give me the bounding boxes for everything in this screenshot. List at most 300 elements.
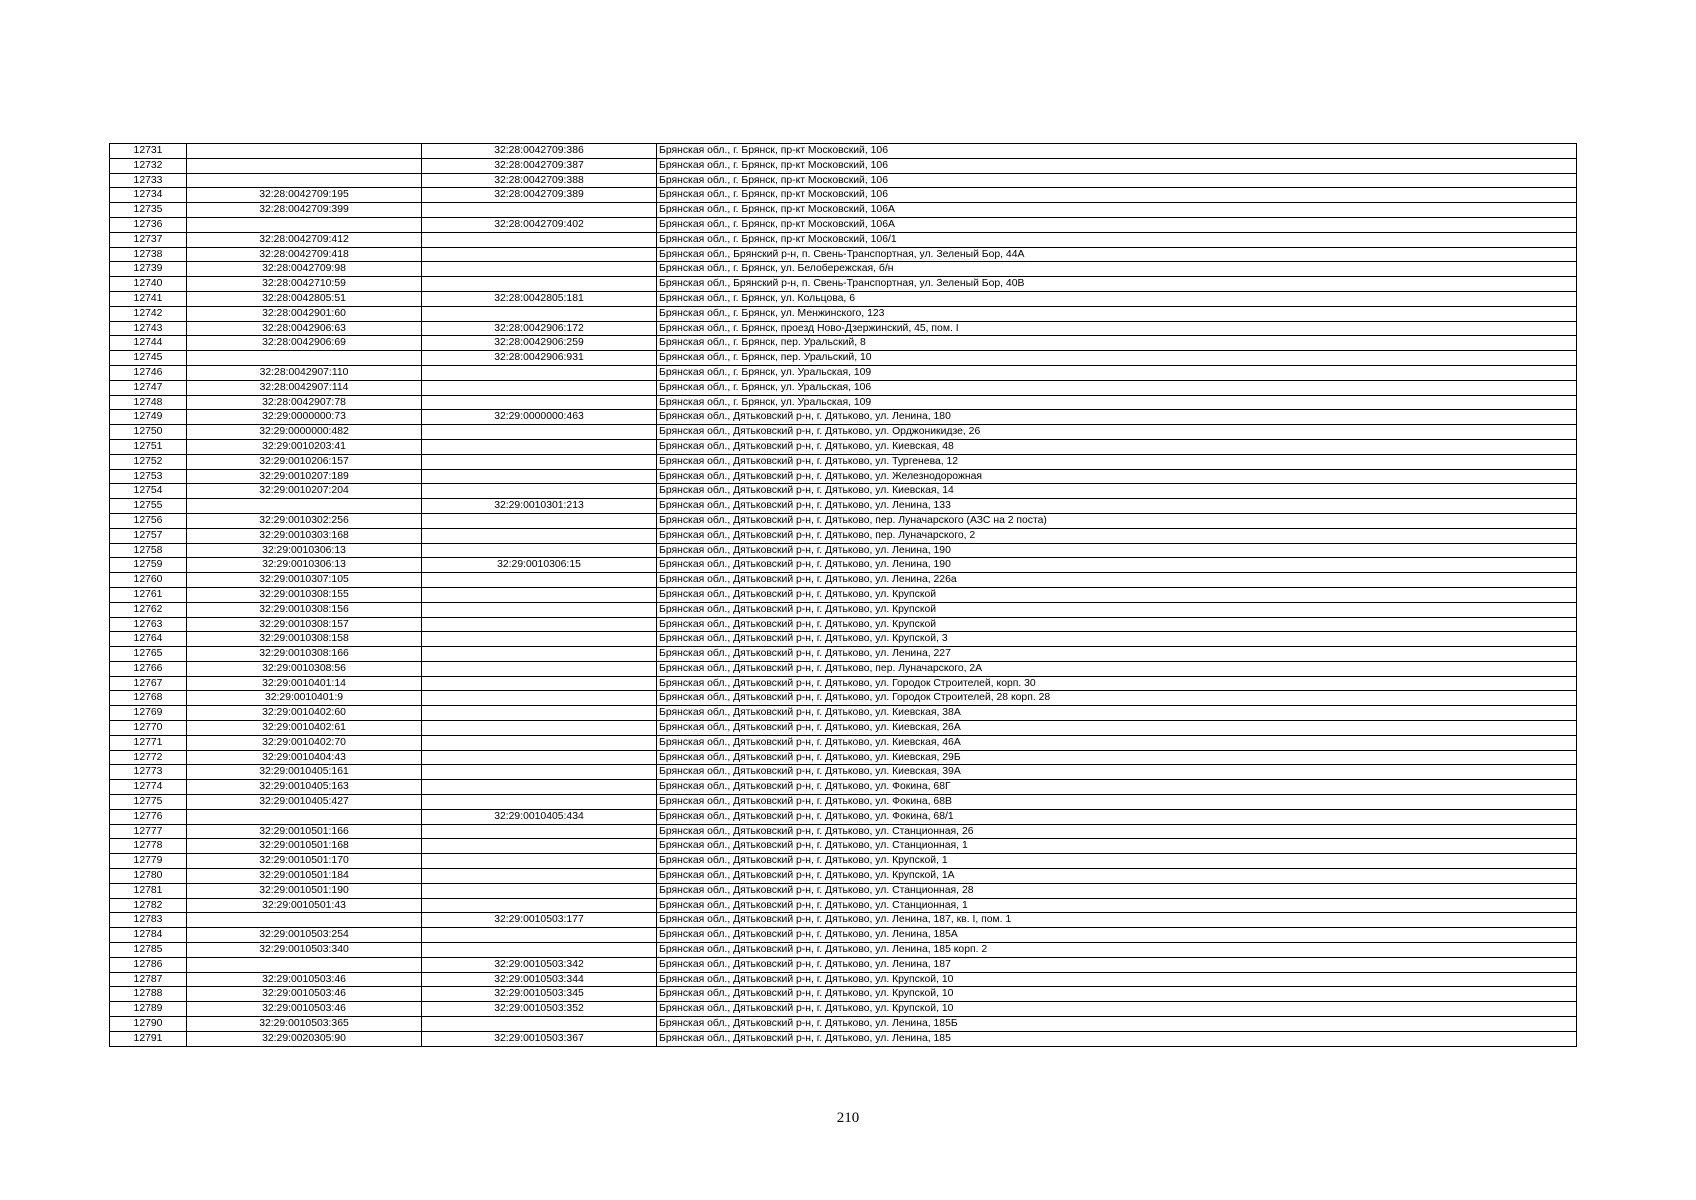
address-cell: Брянская обл., Дятьковский р-н, г. Дятьково, ул. Крупской, 10 — [657, 987, 1577, 1002]
row-number-cell: 12734 — [110, 188, 187, 203]
row-number-cell: 12791 — [110, 1031, 187, 1046]
table-row — [110, 262, 1577, 277]
address-cell: Брянская обл., Дятьковский р-н, г. Дятьково, ул. Киевская, 38А — [657, 706, 1577, 721]
cadastral-parcel-cell: 32:29:0010308:56 — [187, 661, 422, 676]
cadastral-parcel-cell: 32:29:0010306:13 — [187, 558, 422, 573]
row-number-cell: 12764 — [110, 632, 187, 647]
row-number-cell: 12736 — [110, 217, 187, 232]
row-number-cell: 12731 — [110, 144, 187, 159]
table-row — [110, 395, 1577, 410]
cadastral-object-cell — [422, 469, 657, 484]
row-number-cell: 12753 — [110, 469, 187, 484]
cadastral-parcel-cell: 32:28:0042907:110 — [187, 365, 422, 380]
row-number-cell: 12785 — [110, 943, 187, 958]
table-row — [110, 928, 1577, 943]
table-row — [110, 987, 1577, 1002]
row-number-cell: 12776 — [110, 809, 187, 824]
address-cell: Брянская обл., г. Брянск, ул. Уральская, 109 — [657, 395, 1577, 410]
cadastral-object-cell: 32:28:0042805:181 — [422, 291, 657, 306]
table-row — [110, 780, 1577, 795]
row-number-cell: 12748 — [110, 395, 187, 410]
cadastral-parcel-cell: 32:29:0010404:43 — [187, 750, 422, 765]
cadastral-parcel-cell: 32:29:0010306:13 — [187, 543, 422, 558]
cadastral-parcel-cell: 32:29:0010207:189 — [187, 469, 422, 484]
table-row — [110, 1031, 1577, 1046]
table-row — [110, 410, 1577, 425]
table-row — [110, 573, 1577, 588]
cadastral-object-cell — [422, 395, 657, 410]
row-number-cell: 12782 — [110, 898, 187, 913]
cadastral-object-cell — [422, 439, 657, 454]
cadastral-parcel-cell: 32:29:0010308:156 — [187, 602, 422, 617]
row-number-cell: 12761 — [110, 587, 187, 602]
address-cell: Брянская обл., Дятьковский р-н, г. Дятьково, ул. Крупской, 3 — [657, 632, 1577, 647]
address-cell: Брянская обл., Брянский р-н, п. Свень-Транспортная, ул. Зеленый Бор, 40В — [657, 277, 1577, 292]
cadastral-object-cell: 32:29:0010503:345 — [422, 987, 657, 1002]
cadastral-object-cell — [422, 365, 657, 380]
cadastral-object-cell: 32:28:0042709:388 — [422, 173, 657, 188]
cadastral-object-cell — [422, 943, 657, 958]
cadastral-object-cell — [422, 750, 657, 765]
cadastral-parcel-cell: 32:28:0042906:63 — [187, 321, 422, 336]
cadastral-parcel-cell: 32:28:0042805:51 — [187, 291, 422, 306]
table-row — [110, 380, 1577, 395]
cadastral-parcel-cell: 32:29:0000000:73 — [187, 410, 422, 425]
table-row — [110, 898, 1577, 913]
address-cell: Брянская обл., Дятьковский р-н, г. Дятьково, ул. Станционная, 1 — [657, 898, 1577, 913]
address-cell: Брянская обл., Дятьковский р-н, г. Дятьково, ул. Тургенева, 12 — [657, 454, 1577, 469]
cadastral-object-cell — [422, 765, 657, 780]
cadastral-object-cell — [422, 706, 657, 721]
table-row — [110, 232, 1577, 247]
cadastral-parcel-cell — [187, 809, 422, 824]
row-number-cell: 12745 — [110, 351, 187, 366]
cadastral-parcel-cell: 32:29:0010308:166 — [187, 647, 422, 662]
cadastral-parcel-cell: 32:28:0042709:195 — [187, 188, 422, 203]
address-cell: Брянская обл., Дятьковский р-н, г. Дятьково, ул. Ленина, 180 — [657, 410, 1577, 425]
cadastral-parcel-cell: 32:28:0042906:69 — [187, 336, 422, 351]
cadastral-parcel-cell: 32:29:0010308:155 — [187, 587, 422, 602]
row-number-cell: 12755 — [110, 499, 187, 514]
cadastral-object-cell — [422, 661, 657, 676]
row-number-cell: 12738 — [110, 247, 187, 262]
address-cell: Брянская обл., Дятьковский р-н, г. Дятьково, ул. Киевская, 48 — [657, 439, 1577, 454]
cadastral-parcel-cell: 32:29:0010302:256 — [187, 513, 422, 528]
cadastral-object-cell — [422, 528, 657, 543]
row-number-cell: 12767 — [110, 676, 187, 691]
address-cell: Брянская обл., Дятьковский р-н, г. Дятьково, пер. Луначарского, 2 — [657, 528, 1577, 543]
row-number-cell: 12762 — [110, 602, 187, 617]
cadastral-object-cell — [422, 735, 657, 750]
address-cell: Брянская обл., г. Брянск, ул. Кольцова, 6 — [657, 291, 1577, 306]
cadastral-parcel-cell: 32:29:0010402:70 — [187, 735, 422, 750]
cadastral-parcel-cell — [187, 351, 422, 366]
row-number-cell: 12743 — [110, 321, 187, 336]
row-number-cell: 12770 — [110, 721, 187, 736]
cadastral-parcel-cell — [187, 158, 422, 173]
row-number-cell: 12746 — [110, 365, 187, 380]
cadastral-object-cell — [422, 854, 657, 869]
table-row — [110, 499, 1577, 514]
cadastral-object-cell — [422, 617, 657, 632]
row-number-cell: 12735 — [110, 203, 187, 218]
cadastral-parcel-cell: 32:29:0010303:168 — [187, 528, 422, 543]
address-cell: Брянская обл., г. Брянск, ул. Уральская, 109 — [657, 365, 1577, 380]
address-cell: Брянская обл., Дятьковский р-н, г. Дятьково, ул. Станционная, 28 — [657, 883, 1577, 898]
table-row — [110, 869, 1577, 884]
cadastral-object-cell — [422, 306, 657, 321]
table-row — [110, 454, 1577, 469]
cadastral-object-cell: 32:28:0042906:259 — [422, 336, 657, 351]
cadastral-object-cell — [422, 691, 657, 706]
address-cell: Брянская обл., Дятьковский р-н, г. Дятьково, ул. Фокина, 68В — [657, 795, 1577, 810]
cadastral-parcel-cell: 32:29:0010503:365 — [187, 1017, 422, 1032]
row-number-cell: 12742 — [110, 306, 187, 321]
table-row — [110, 632, 1577, 647]
cadastral-parcel-cell: 32:28:0042709:98 — [187, 262, 422, 277]
cadastral-object-cell — [422, 602, 657, 617]
cadastral-object-cell — [422, 824, 657, 839]
cadastral-parcel-cell: 32:28:0042709:418 — [187, 247, 422, 262]
cadastral-object-cell — [422, 928, 657, 943]
row-number-cell: 12750 — [110, 425, 187, 440]
address-cell: Брянская обл., Дятьковский р-н, г. Дятьково, ул. Ленина, 133 — [657, 499, 1577, 514]
table-row — [110, 321, 1577, 336]
row-number-cell: 12756 — [110, 513, 187, 528]
address-cell: Брянская обл., г. Брянск, ул. Уральская, 106 — [657, 380, 1577, 395]
cadastral-object-cell — [422, 573, 657, 588]
cadastral-object-cell: 32:29:0010503:344 — [422, 972, 657, 987]
row-number-cell: 12737 — [110, 232, 187, 247]
row-number-cell: 12777 — [110, 824, 187, 839]
cadastral-object-cell — [422, 484, 657, 499]
address-cell: Брянская обл., Дятьковский р-н, г. Дятьково, ул. Ленина, 187, кв. I, пом. 1 — [657, 913, 1577, 928]
address-cell: Брянская обл., Дятьковский р-н, г. Дятьково, ул. Крупской, 1 — [657, 854, 1577, 869]
table-row — [110, 661, 1577, 676]
address-cell: Брянская обл., Дятьковский р-н, г. Дятьково, ул. Крупской — [657, 587, 1577, 602]
address-cell: Брянская обл., Дятьковский р-н, г. Дятьково, ул. Крупской, 10 — [657, 1002, 1577, 1017]
cadastral-parcel-cell: 32:29:0010405:161 — [187, 765, 422, 780]
cadastral-parcel-cell: 32:29:0010401:14 — [187, 676, 422, 691]
address-cell: Брянская обл., г. Брянск, ул. Белобережская, б/н — [657, 262, 1577, 277]
cadastral-object-cell — [422, 513, 657, 528]
cadastral-object-cell — [422, 454, 657, 469]
row-number-cell: 12784 — [110, 928, 187, 943]
cadastral-parcel-cell: 32:29:0010501:43 — [187, 898, 422, 913]
address-cell: Брянская обл., Дятьковский р-н, г. Дятьково, ул. Ленина, 187 — [657, 957, 1577, 972]
address-cell: Брянская обл., Дятьковский р-н, г. Дятьково, пер. Луначарского (АЗС на 2 поста) — [657, 513, 1577, 528]
cadastral-object-cell: 32:29:0010301:213 — [422, 499, 657, 514]
registry-table-body — [110, 144, 1577, 1047]
cadastral-object-cell — [422, 380, 657, 395]
table-row — [110, 972, 1577, 987]
cadastral-object-cell — [422, 839, 657, 854]
address-cell: Брянская обл., Дятьковский р-н, г. Дятьково, ул. Ленина, 185А — [657, 928, 1577, 943]
table-row — [110, 277, 1577, 292]
table-row — [110, 602, 1577, 617]
cadastral-object-cell: 32:29:0010503:352 — [422, 1002, 657, 1017]
cadastral-parcel-cell: 32:29:0010206:157 — [187, 454, 422, 469]
address-cell: Брянская обл., Дятьковский р-н, г. Дятьково, ул. Киевская, 14 — [657, 484, 1577, 499]
row-number-cell: 12771 — [110, 735, 187, 750]
table-row — [110, 676, 1577, 691]
row-number-cell: 12752 — [110, 454, 187, 469]
cadastral-parcel-cell: 32:29:0010405:163 — [187, 780, 422, 795]
table-row — [110, 943, 1577, 958]
cadastral-parcel-cell: 32:29:0010308:157 — [187, 617, 422, 632]
row-number-cell: 12747 — [110, 380, 187, 395]
cadastral-object-cell — [422, 587, 657, 602]
cadastral-parcel-cell: 32:29:0010501:190 — [187, 883, 422, 898]
table-row — [110, 795, 1577, 810]
cadastral-parcel-cell — [187, 144, 422, 159]
address-cell: Брянская обл., г. Брянск, пр-кт Московский, 106А — [657, 203, 1577, 218]
address-cell: Брянская обл., Дятьковский р-н, г. Дятьково, ул. Орджоникидзе, 26 — [657, 425, 1577, 440]
row-number-cell: 12781 — [110, 883, 187, 898]
address-cell: Брянская обл., г. Брянск, пер. Уральский, 8 — [657, 336, 1577, 351]
address-cell: Брянская обл., г. Брянск, ул. Менжинского, 123 — [657, 306, 1577, 321]
cadastral-parcel-cell: 32:29:0010405:427 — [187, 795, 422, 810]
row-number-cell: 12789 — [110, 1002, 187, 1017]
row-number-cell: 12758 — [110, 543, 187, 558]
address-cell: Брянская обл., Дятьковский р-н, г. Дятьково, ул. Крупской — [657, 617, 1577, 632]
row-number-cell: 12741 — [110, 291, 187, 306]
address-cell: Брянская обл., Дятьковский р-н, г. Дятьково, ул. Городок Строителей, 28 корп. 28 — [657, 691, 1577, 706]
cadastral-parcel-cell: 32:29:0010503:46 — [187, 987, 422, 1002]
cadastral-parcel-cell: 32:28:0042709:412 — [187, 232, 422, 247]
table-row — [110, 144, 1577, 159]
table-row — [110, 883, 1577, 898]
table-row — [110, 425, 1577, 440]
cadastral-parcel-cell — [187, 913, 422, 928]
row-number-cell: 12780 — [110, 869, 187, 884]
cadastral-parcel-cell: 32:29:0010402:60 — [187, 706, 422, 721]
row-number-cell: 12754 — [110, 484, 187, 499]
row-number-cell: 12732 — [110, 158, 187, 173]
cadastral-object-cell — [422, 232, 657, 247]
cadastral-parcel-cell: 32:29:0020305:90 — [187, 1031, 422, 1046]
address-cell: Брянская обл., г. Брянск, проезд Ново-Дзержинский, 45, пом. I — [657, 321, 1577, 336]
table-row — [110, 617, 1577, 632]
cadastral-parcel-cell: 32:29:0010501:166 — [187, 824, 422, 839]
cadastral-parcel-cell — [187, 217, 422, 232]
table-row — [110, 854, 1577, 869]
row-number-cell: 12772 — [110, 750, 187, 765]
cadastral-parcel-cell: 32:29:0010503:46 — [187, 972, 422, 987]
table-row — [110, 839, 1577, 854]
table-row — [110, 203, 1577, 218]
cadastral-object-cell — [422, 543, 657, 558]
cadastral-object-cell: 32:28:0042709:386 — [422, 144, 657, 159]
row-number-cell: 12749 — [110, 410, 187, 425]
cadastral-object-cell — [422, 203, 657, 218]
address-cell: Брянская обл., Дятьковский р-н, г. Дятьково, ул. Крупской — [657, 602, 1577, 617]
cadastral-object-cell: 32:28:0042709:389 — [422, 188, 657, 203]
address-cell: Брянская обл., Дятьковский р-н, г. Дятьково, ул. Крупской, 10 — [657, 972, 1577, 987]
row-number-cell: 12739 — [110, 262, 187, 277]
cadastral-parcel-cell: 32:28:0042710:59 — [187, 277, 422, 292]
address-cell: Брянская обл., Брянский р-н, п. Свень-Транспортная, ул. Зеленый Бор, 44А — [657, 247, 1577, 262]
cadastral-object-cell: 32:28:0042709:402 — [422, 217, 657, 232]
cadastral-object-cell: 32:28:0042906:172 — [422, 321, 657, 336]
address-cell: Брянская обл., г. Брянск, пр-кт Московский, 106 — [657, 188, 1577, 203]
address-cell: Брянская обл., Дятьковский р-н, г. Дятьково, ул. Ленина, 185 — [657, 1031, 1577, 1046]
table-row — [110, 558, 1577, 573]
cadastral-parcel-cell: 32:29:0010308:158 — [187, 632, 422, 647]
address-cell: Брянская обл., г. Брянск, пр-кт Московский, 106 — [657, 173, 1577, 188]
address-cell: Брянская обл., Дятьковский р-н, г. Дятьково, ул. Киевская, 26А — [657, 721, 1577, 736]
address-cell: Брянская обл., Дятьковский р-н, г. Дятьково, ул. Киевская, 29Б — [657, 750, 1577, 765]
cadastral-parcel-cell: 32:29:0010503:254 — [187, 928, 422, 943]
row-number-cell: 12769 — [110, 706, 187, 721]
cadastral-object-cell — [422, 795, 657, 810]
cadastral-parcel-cell: 32:28:0042709:399 — [187, 203, 422, 218]
cadastral-object-cell: 32:29:0010306:15 — [422, 558, 657, 573]
cadastral-parcel-cell: 32:28:0042907:114 — [187, 380, 422, 395]
row-number-cell: 12759 — [110, 558, 187, 573]
cadastral-parcel-cell: 32:29:0010503:340 — [187, 943, 422, 958]
row-number-cell: 12778 — [110, 839, 187, 854]
page-number: 210 — [836, 1110, 860, 1126]
cadastral-object-cell — [422, 277, 657, 292]
registry-table — [109, 143, 1577, 1047]
cadastral-object-cell — [422, 247, 657, 262]
registry-sheet — [109, 143, 1576, 1047]
cadastral-parcel-cell: 32:29:0010402:61 — [187, 721, 422, 736]
table-row — [110, 647, 1577, 662]
address-cell: Брянская обл., Дятьковский р-н, г. Дятьково, ул. Станционная, 1 — [657, 839, 1577, 854]
table-row — [110, 750, 1577, 765]
cadastral-object-cell — [422, 647, 657, 662]
table-row — [110, 809, 1577, 824]
table-row — [110, 439, 1577, 454]
table-row — [110, 173, 1577, 188]
table-row — [110, 247, 1577, 262]
cadastral-parcel-cell: 32:29:0010501:184 — [187, 869, 422, 884]
row-number-cell: 12733 — [110, 173, 187, 188]
table-row — [110, 351, 1577, 366]
table-row — [110, 336, 1577, 351]
table-row — [110, 1017, 1577, 1032]
table-row — [110, 513, 1577, 528]
table-row — [110, 587, 1577, 602]
row-number-cell: 12787 — [110, 972, 187, 987]
address-cell: Брянская обл., Дятьковский р-н, г. Дятьково, пер. Луначарского, 2А — [657, 661, 1577, 676]
cadastral-object-cell — [422, 883, 657, 898]
table-row — [110, 1002, 1577, 1017]
row-number-cell: 12740 — [110, 277, 187, 292]
cadastral-object-cell — [422, 721, 657, 736]
table-row — [110, 365, 1577, 380]
cadastral-object-cell: 32:29:0000000:463 — [422, 410, 657, 425]
address-cell: Брянская обл., Дятьковский р-н, г. Дятьково, ул. Станционная, 26 — [657, 824, 1577, 839]
row-number-cell: 12779 — [110, 854, 187, 869]
row-number-cell: 12757 — [110, 528, 187, 543]
cadastral-object-cell: 32:28:0042906:931 — [422, 351, 657, 366]
cadastral-parcel-cell: 32:29:0010501:168 — [187, 839, 422, 854]
address-cell: Брянская обл., г. Брянск, пр-кт Московский, 106А — [657, 217, 1577, 232]
cadastral-parcel-cell: 32:28:0042901:60 — [187, 306, 422, 321]
address-cell: Брянская обл., Дятьковский р-н, г. Дятьково, ул. Киевская, 46А — [657, 735, 1577, 750]
cadastral-object-cell: 32:29:0010503:342 — [422, 957, 657, 972]
row-number-cell: 12765 — [110, 647, 187, 662]
row-number-cell: 12790 — [110, 1017, 187, 1032]
cadastral-object-cell — [422, 425, 657, 440]
table-row — [110, 735, 1577, 750]
table-row — [110, 691, 1577, 706]
row-number-cell: 12766 — [110, 661, 187, 676]
address-cell: Брянская обл., Дятьковский р-н, г. Дятьково, ул. Фокина, 68Г — [657, 780, 1577, 795]
address-cell: Брянская обл., Дятьковский р-н, г. Дятьково, ул. Ленина, 226а — [657, 573, 1577, 588]
table-row — [110, 765, 1577, 780]
cadastral-object-cell — [422, 780, 657, 795]
cadastral-parcel-cell: 32:29:0010307:105 — [187, 573, 422, 588]
table-row — [110, 721, 1577, 736]
cadastral-object-cell: 32:29:0010503:177 — [422, 913, 657, 928]
cadastral-object-cell — [422, 676, 657, 691]
cadastral-parcel-cell: 32:29:0010207:204 — [187, 484, 422, 499]
address-cell: Брянская обл., Дятьковский р-н, г. Дятьково, ул. Ленина, 190 — [657, 543, 1577, 558]
address-cell: Брянская обл., Дятьковский р-н, г. Дятьково, ул. Киевская, 39А — [657, 765, 1577, 780]
cadastral-object-cell — [422, 632, 657, 647]
row-number-cell: 12751 — [110, 439, 187, 454]
address-cell: Брянская обл., г. Брянск, пр-кт Московский, 106 — [657, 144, 1577, 159]
address-cell: Брянская обл., Дятьковский р-н, г. Дятьково, ул. Ленина, 185 корп. 2 — [657, 943, 1577, 958]
cadastral-parcel-cell: 32:29:0000000:482 — [187, 425, 422, 440]
table-row — [110, 306, 1577, 321]
table-row — [110, 706, 1577, 721]
cadastral-parcel-cell: 32:29:0010503:46 — [187, 1002, 422, 1017]
cadastral-object-cell — [422, 898, 657, 913]
row-number-cell: 12774 — [110, 780, 187, 795]
cadastral-object-cell — [422, 869, 657, 884]
address-cell: Брянская обл., Дятьковский р-н, г. Дятьково, ул. Ленина, 227 — [657, 647, 1577, 662]
row-number-cell: 12775 — [110, 795, 187, 810]
cadastral-parcel-cell — [187, 957, 422, 972]
row-number-cell: 12760 — [110, 573, 187, 588]
table-row — [110, 291, 1577, 306]
cadastral-parcel-cell: 32:29:0010401:9 — [187, 691, 422, 706]
cadastral-parcel-cell — [187, 499, 422, 514]
cadastral-parcel-cell: 32:28:0042907:78 — [187, 395, 422, 410]
cadastral-parcel-cell: 32:29:0010203:41 — [187, 439, 422, 454]
address-cell: Брянская обл., Дятьковский р-н, г. Дятьково, ул. Ленина, 185Б — [657, 1017, 1577, 1032]
address-cell: Брянская обл., Дятьковский р-н, г. Дятьково, ул. Ленина, 190 — [657, 558, 1577, 573]
table-row — [110, 469, 1577, 484]
table-row — [110, 484, 1577, 499]
table-row — [110, 957, 1577, 972]
address-cell: Брянская обл., г. Брянск, пр-кт Московский, 106 — [657, 158, 1577, 173]
table-row — [110, 188, 1577, 203]
address-cell: Брянская обл., Дятьковский р-н, г. Дятьково, ул. Городок Строителей, корп. 30 — [657, 676, 1577, 691]
row-number-cell: 12773 — [110, 765, 187, 780]
cadastral-object-cell — [422, 262, 657, 277]
row-number-cell: 12783 — [110, 913, 187, 928]
cadastral-parcel-cell: 32:29:0010501:170 — [187, 854, 422, 869]
table-row — [110, 543, 1577, 558]
address-cell: Брянская обл., г. Брянск, пер. Уральский, 10 — [657, 351, 1577, 366]
address-cell: Брянская обл., Дятьковский р-н, г. Дятьково, ул. Крупской, 1А — [657, 869, 1577, 884]
cadastral-object-cell: 32:29:0010503:367 — [422, 1031, 657, 1046]
table-row — [110, 913, 1577, 928]
row-number-cell: 12788 — [110, 987, 187, 1002]
table-row — [110, 217, 1577, 232]
cadastral-object-cell — [422, 1017, 657, 1032]
table-row — [110, 528, 1577, 543]
cadastral-object-cell: 32:28:0042709:387 — [422, 158, 657, 173]
address-cell: Брянская обл., Дятьковский р-н, г. Дятьково, ул. Фокина, 68/1 — [657, 809, 1577, 824]
table-row — [110, 158, 1577, 173]
